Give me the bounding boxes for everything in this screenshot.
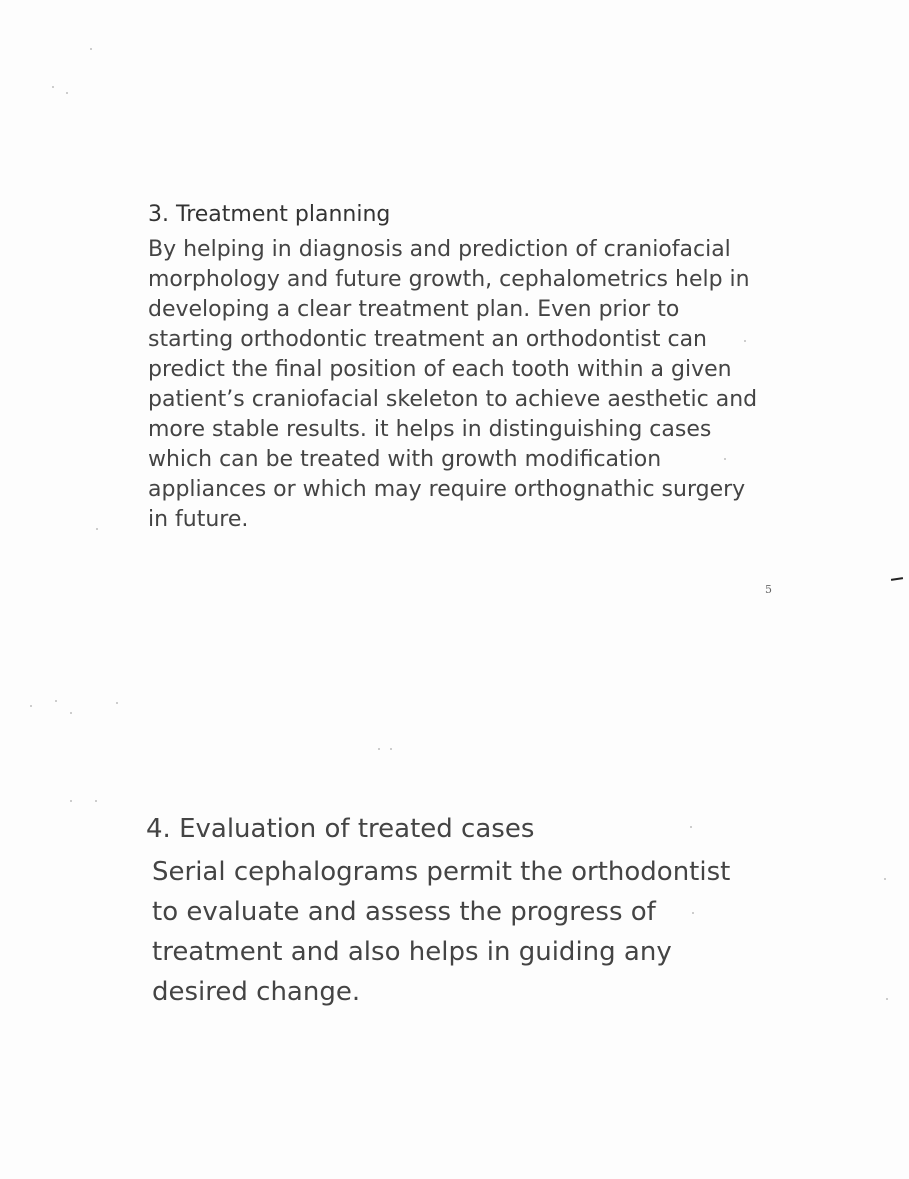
page-number: 5	[765, 583, 772, 596]
section-heading: 4. Evaluation of treated cases	[146, 814, 535, 844]
scan-speck	[30, 705, 32, 707]
paragraph-line: By helping in diagnosis and prediction of craniofacial	[148, 237, 731, 262]
paragraph-line: morphology and future growth, cephalometrics help in	[148, 267, 750, 292]
scan-speck	[378, 748, 380, 750]
paragraph-line: desired change.	[152, 977, 361, 1007]
paragraph-line: which can be treated with growth modification	[148, 447, 662, 472]
section-evaluation-of-treated-cases	[146, 812, 786, 1012]
section-paragraph	[148, 235, 788, 535]
scan-speck	[70, 800, 72, 802]
scan-speck	[70, 712, 72, 714]
scan-speck	[116, 702, 118, 704]
paragraph-line: in future.	[148, 507, 249, 532]
scan-speck	[95, 800, 97, 802]
section-heading: 3. Treatment planning	[148, 202, 391, 227]
scan-speck	[55, 700, 57, 702]
scan-speck	[390, 748, 392, 750]
scan-speck	[886, 998, 888, 1000]
paragraph-line: Serial cephalograms permit the orthodontist	[152, 857, 731, 887]
paragraph-line: to evaluate and assess the progress of	[152, 897, 656, 927]
section-treatment-planning	[148, 200, 788, 535]
scan-speck	[52, 86, 54, 88]
scan-speck	[884, 878, 886, 880]
scan-speck	[66, 92, 68, 94]
paragraph-line: patient’s craniofacial skeleton to achieve aesthetic and	[148, 387, 758, 412]
paragraph-line: appliances or which may require orthognathic surgery	[148, 477, 746, 502]
scan-speck	[744, 340, 746, 342]
scan-speck	[90, 48, 92, 50]
paragraph-line: predict the final position of each tooth within a given	[148, 357, 732, 382]
scan-speck	[690, 826, 692, 828]
section-paragraph	[146, 852, 786, 1012]
paragraph-line: more stable results. it helps in distinguishing cases	[148, 417, 712, 442]
scan-speck	[724, 458, 726, 460]
scan-speck	[692, 912, 694, 914]
scan-speck	[96, 528, 98, 530]
paragraph-line: developing a clear treatment plan. Even prior to	[148, 297, 680, 322]
paragraph-line: starting orthodontic treatment an orthodontist can	[148, 327, 708, 352]
scan-mark	[891, 577, 903, 581]
paragraph-line: treatment and also helps in guiding any	[152, 937, 672, 967]
